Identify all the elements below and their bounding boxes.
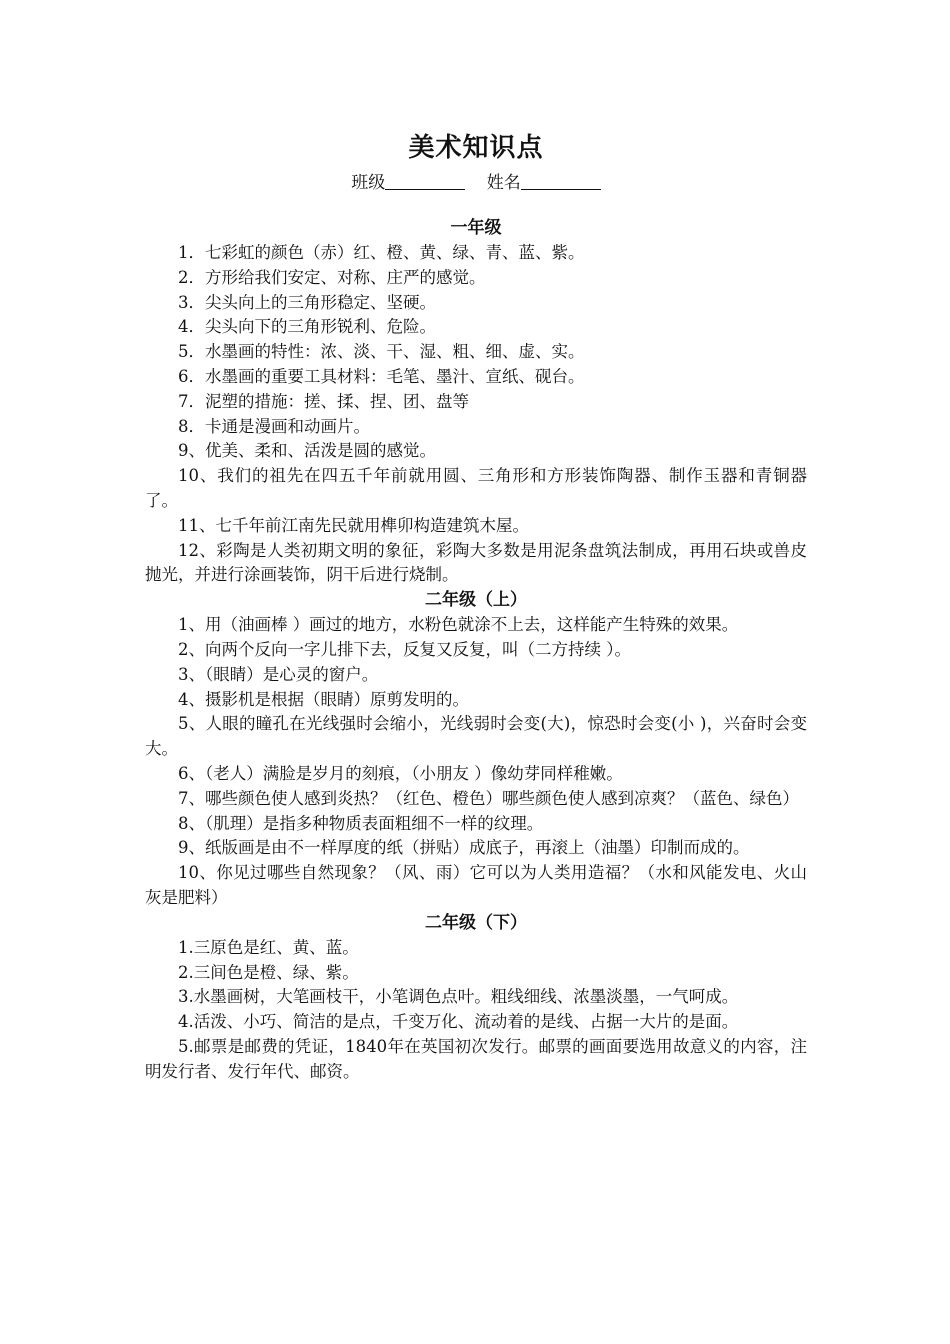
name-blank[interactable]	[521, 172, 601, 190]
list-item: 5．水墨画的特性：浓、淡、干、湿、粗、细、虚、实。	[178, 342, 585, 362]
class-blank[interactable]	[385, 172, 465, 190]
list-item: 2．方形给我们安定、对称、庄严的感觉。	[178, 267, 486, 287]
list-item: 6、（老人）满脸是岁月的刻痕，（小朋友 ）像幼芽同样稚嫩。	[178, 763, 623, 783]
list-item: 3．尖头向上的三角形稳定、坚硬。	[178, 292, 436, 312]
list-item: 5.邮票是邮费的凭证，1840年在英国初次发行。邮票的画面要选用故意义的内容，注明发行者、发行年代、邮资。	[145, 1036, 807, 1081]
class-label: 班级	[351, 173, 386, 193]
list-item: 4、摄影机是根据（眼睛）原剪发明的。	[178, 689, 469, 709]
list-item: 6．水墨画的重要工具材料：毛笔、墨汁、宣纸、砚台。	[178, 366, 585, 386]
list-item: 3.水墨画树，大笔画枝干，小笔调色点叶。粗线细线、浓墨淡墨，一气呵成。	[178, 987, 739, 1007]
list-item: 8．卡通是漫画和动画片。	[178, 416, 370, 436]
section-heading: 一年级	[450, 218, 502, 238]
list-item: 4.活泼、小巧、简洁的是点，千变万化、流动着的是线、占据一大片的是面。	[178, 1012, 739, 1032]
class-name-line	[145, 170, 807, 196]
list-item: 7．泥塑的措施：搓、揉、捏、团、盘等	[178, 391, 469, 411]
section-grade-2-upper	[145, 588, 807, 911]
list-item: 12、彩陶是人类初期文明的象征，彩陶大多数是用泥条盘筑法制成，再用石块或兽皮抛光，并进行涂画装饰，阴干后进行烧制。	[145, 540, 807, 585]
list-item: 7、哪些颜色使人感到炎热？（红色、橙色）哪些颜色使人感到凉爽？（蓝色、绿色）	[178, 788, 799, 808]
list-item: 4．尖头向下的三角形锐利、危险。	[178, 317, 436, 337]
section-grade-2-lower	[145, 911, 807, 1085]
section-heading: 二年级（下）	[425, 912, 527, 933]
list-item: 2.三间色是橙、绿、紫。	[178, 962, 359, 982]
list-item: 10、我们的祖先在四五千年前就用圆、三角形和方形装饰陶器、制作玉器和青铜器了。	[145, 466, 807, 510]
list-item: 1.三原色是红、黄、蓝。	[178, 937, 359, 957]
section-grade-1	[145, 216, 807, 588]
document-title: 美术知识点	[408, 133, 544, 163]
list-item: 5、人眼的瞳孔在光线强时会缩小，光线弱时会变(大)，惊恐时会变(小 )，兴奋时会变大。	[145, 714, 807, 759]
section-heading: 二年级（上）	[425, 590, 527, 611]
list-item: 9、优美、柔和、活泼是圆的感觉。	[178, 441, 436, 461]
list-item: 2、向两个反向一字儿排下去，反复又反复，叫（二方持续 ）。	[178, 639, 631, 659]
list-item: 8、（肌理）是指多种物质表面粗细不一样的纹理。	[178, 813, 544, 833]
name-label: 姓名	[486, 173, 521, 193]
list-item: 1、用（油画棒 ）画过的地方，水粉色就涂不上去，这样能产生特殊的效果。	[178, 615, 739, 635]
list-item: 1．七彩虹的颜色（赤）红、橙、黄、绿、青、蓝、紫。	[178, 243, 585, 262]
list-item: 3、（眼睛）是心灵的窗户。	[178, 664, 379, 684]
list-item: 10、你见过哪些自然现象？（风、雨）它可以为人类用造福？（水和风能发电、火山灰是肥料）	[145, 863, 807, 907]
list-item: 9、纸版画是由不一样厚度的纸（拼贴）成底子，再滚上（油墨）印制而成的。	[178, 838, 750, 858]
list-item: 11、七千年前江南先民就用榫卯构造建筑木屋。	[178, 515, 529, 535]
